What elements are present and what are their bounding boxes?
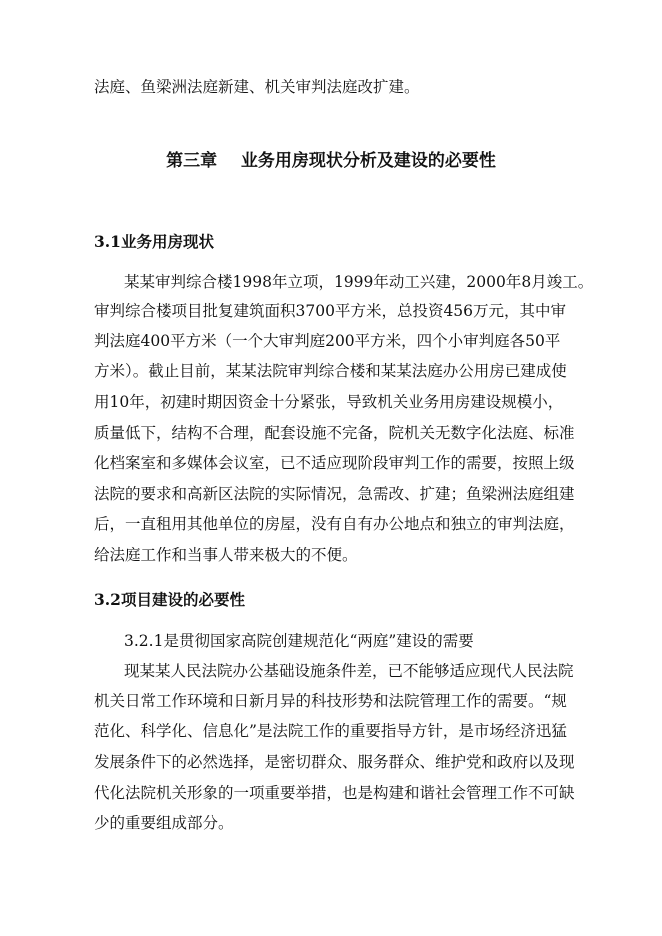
paragraph-line: 判法庭400平方米（一个大审判庭200平方米，四个小审判庭各50平 [94, 332, 561, 350]
paragraph-line: 范化、科学化、信息化”是法院工作的重要指导方针，是市场经济迅猛 [94, 722, 567, 740]
paragraph-line: 发展条件下的必然选择，是密切群众、服务群众、维护党和政府以及现 [94, 753, 575, 771]
section-heading-3-1: 3.1业务用房现状 [94, 232, 214, 251]
paragraph-line: 现某某人民法院办公基础设施条件差，已不能够适应现代人民法院 [124, 662, 574, 680]
paragraph-line: 给法庭工作和当事人带来极大的不便。 [94, 546, 358, 564]
paragraph-line: 用10年，初建时期因资金十分紧张，导致机关业务用房建设规模小， [94, 393, 564, 411]
paragraph-line: 化档案室和多媒体会议室，已不适应现阶段审判工作的需要，按照上级 [94, 454, 575, 472]
paragraph-line: 少的重要组成部分。 [94, 814, 234, 832]
paragraph-line: 质量低下，结构不合理，配套设施不完备，院机关无数字化法庭、标准 [94, 424, 575, 442]
paragraph-line: 方米）。截止目前，某某法院审判综合楼和某某法庭办公用房已建成使 [94, 362, 567, 380]
subsection-heading-3-2-1: 3.2.1是贯彻国家高院创建规范化“两庭”建设的需要 [124, 632, 474, 650]
paragraph-line: 后，一直租用其他单位的房屋，没有自有办公地点和独立的审判法庭， [94, 515, 575, 533]
paragraph-line: 审判综合楼项目批复建筑面积3700平方米，总投资456万元，其中审 [94, 302, 567, 320]
paragraph-line: 代化法院机关形象的一项重要举措，也是构建和谐社会管理工作不可缺 [94, 784, 575, 802]
paragraph-line: 某某审判综合楼1998年立项，1999年动工兴建，2000年8月竣工。 [124, 273, 594, 291]
paragraph-line: 机关日常工作环境和日新月异的科技形势和法院管理工作的需要。“规 [94, 692, 567, 710]
chapter-title: 第三章 业务用房现状分析及建设的必要性 [166, 151, 496, 171]
section-heading-3-2: 3.2项目建设的必要性 [94, 590, 245, 609]
paragraph-line: 法院的要求和高新区法院的实际情况，急需改、扩建；鱼梁洲法庭组建 [94, 485, 575, 503]
intro-line: 法庭、鱼梁洲法庭新建、机关审判法庭改扩建。 [94, 78, 420, 96]
